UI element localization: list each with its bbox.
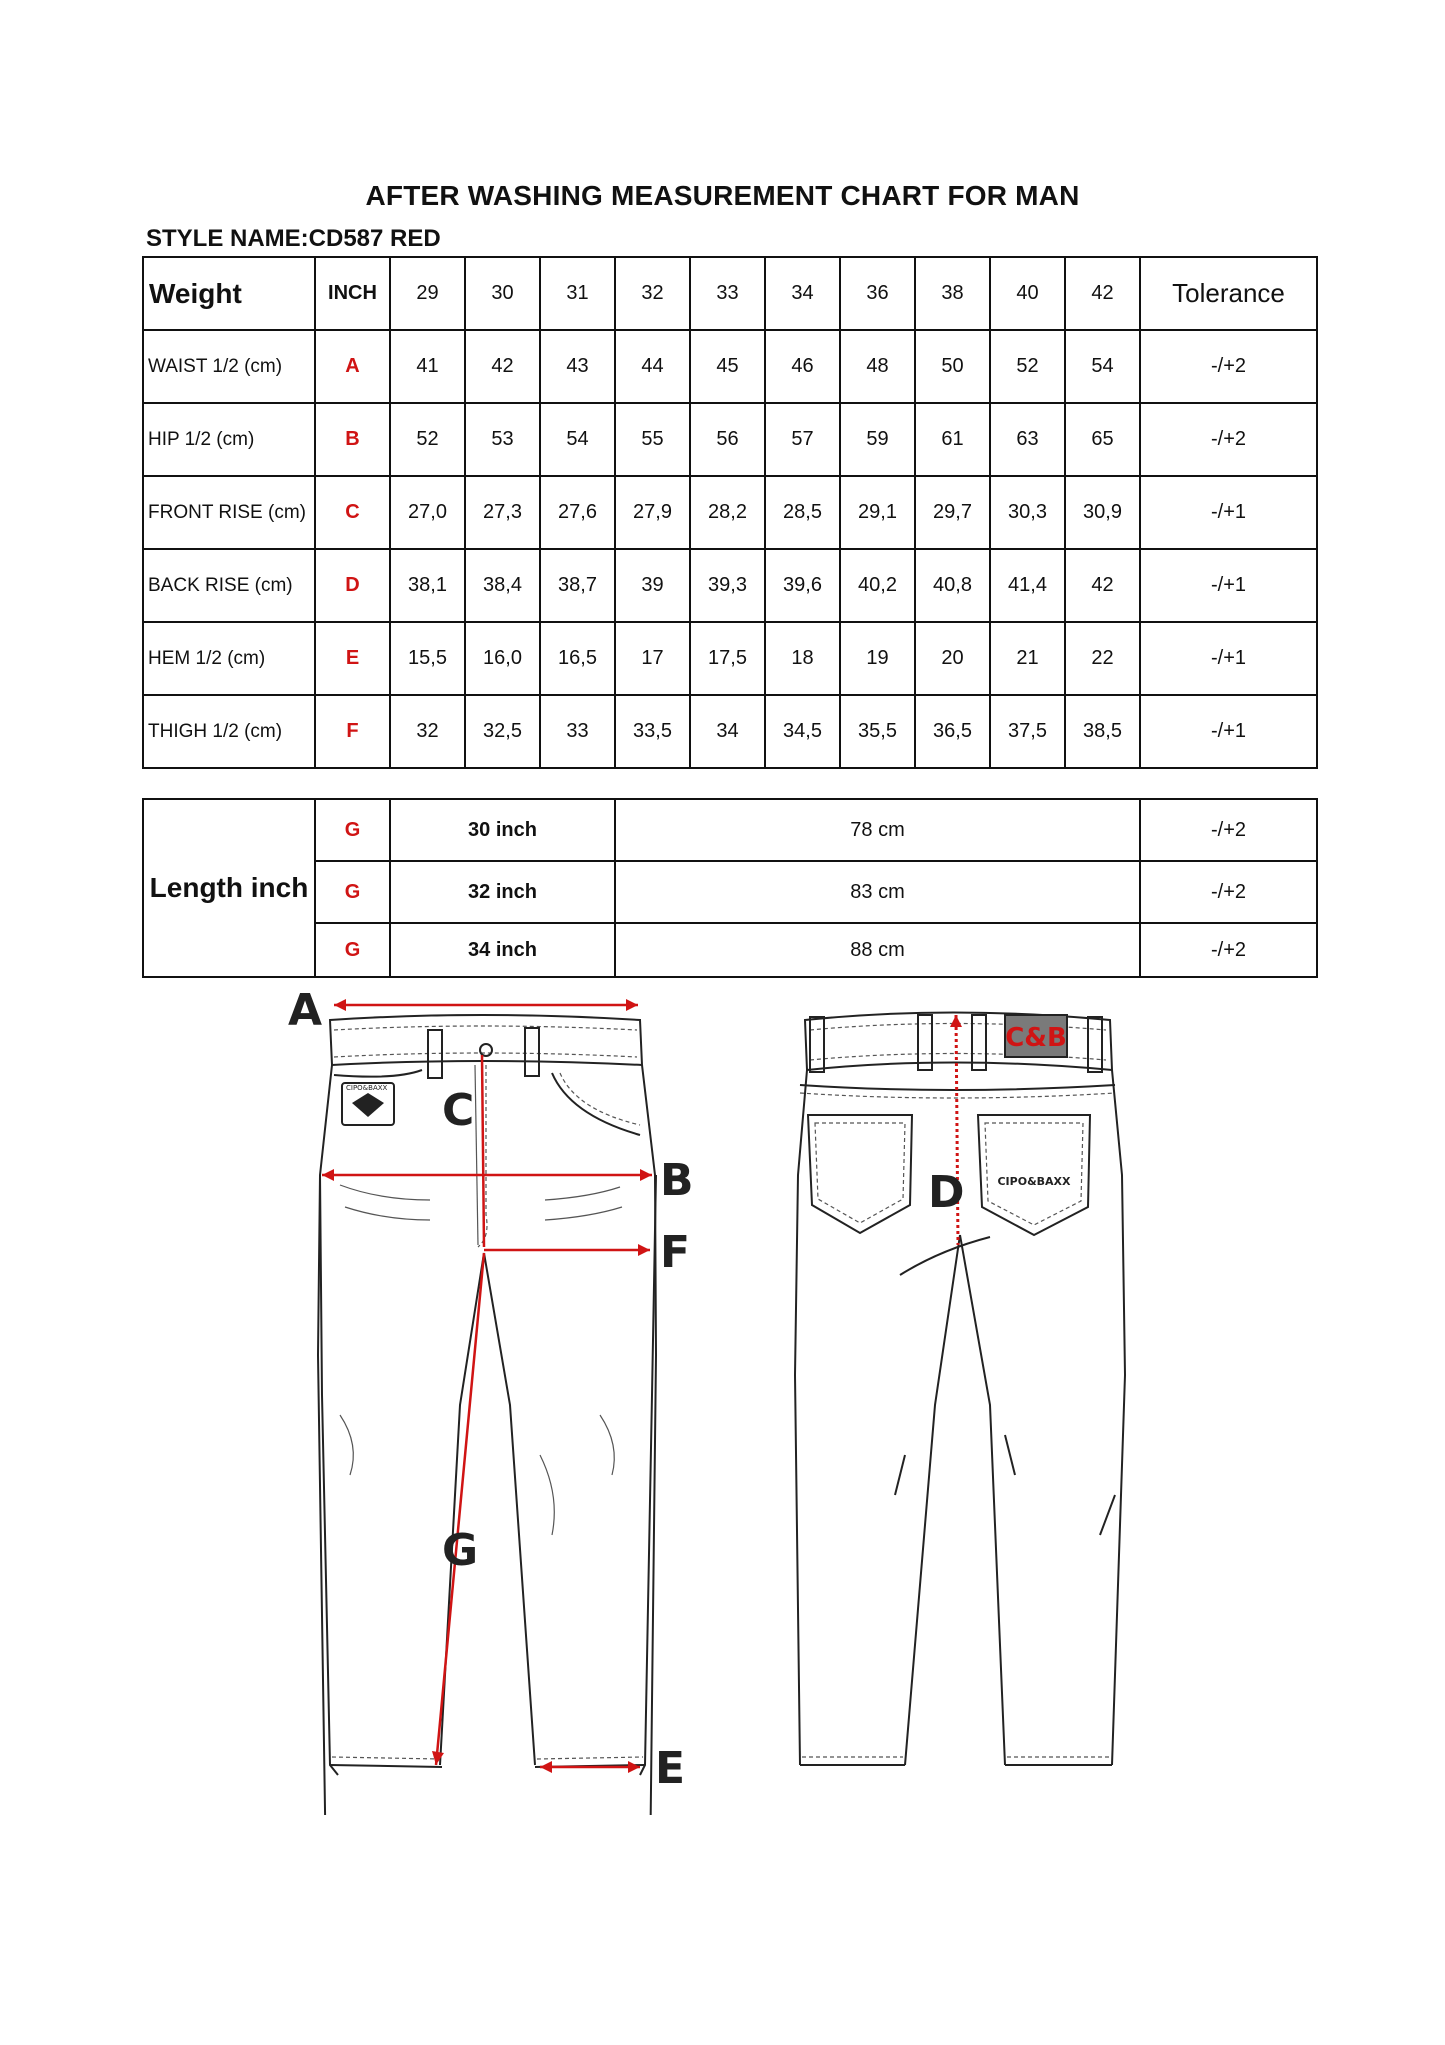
length-inch: 34 inch (390, 923, 615, 977)
measurement-label: HEM 1/2 (cm) (143, 622, 315, 695)
size-header: 40 (990, 257, 1065, 330)
back-jeans-sketch (795, 1013, 1125, 1766)
measurement-code: F (315, 695, 390, 768)
measurement-value: 36,5 (915, 695, 990, 768)
measurement-value: 52 (990, 330, 1065, 403)
measurement-value: 53 (465, 403, 540, 476)
measurement-value: 38,5 (1065, 695, 1140, 768)
measurement-value: 38,1 (390, 549, 465, 622)
measurement-value: 30,9 (1065, 476, 1140, 549)
size-header: 33 (690, 257, 765, 330)
size-header: 34 (765, 257, 840, 330)
measurement-value: 52 (390, 403, 465, 476)
style-name: STYLE NAME:CD587 RED (146, 225, 441, 252)
table-row (143, 861, 1317, 923)
front-measurement-lines (322, 999, 652, 1773)
measurement-value: 39 (615, 549, 690, 622)
length-label: Length inch (143, 799, 315, 977)
measure-letter-a: A (288, 985, 323, 1036)
measurement-value: 42 (465, 330, 540, 403)
measurement-value: 29,1 (840, 476, 915, 549)
measurement-value: 40,2 (840, 549, 915, 622)
measurement-label: THIGH 1/2 (cm) (143, 695, 315, 768)
weight-header: Weight (143, 257, 315, 330)
inch-header: INCH (315, 257, 390, 330)
measurement-value: 44 (615, 330, 690, 403)
measurement-value: 40,8 (915, 549, 990, 622)
measurement-value: 41,4 (990, 549, 1065, 622)
measurement-value: 61 (915, 403, 990, 476)
measurement-value: 32 (390, 695, 465, 768)
measurement-value: 34 (690, 695, 765, 768)
tolerance-value: -/+1 (1140, 549, 1317, 622)
measurement-value: 50 (915, 330, 990, 403)
measurement-value: 54 (1065, 330, 1140, 403)
measurement-value: 37,5 (990, 695, 1065, 768)
table-row (143, 476, 1317, 549)
measure-letter-d: D (928, 1167, 965, 1218)
measurement-value: 16,0 (465, 622, 540, 695)
measurement-label: FRONT RISE (cm) (143, 476, 315, 549)
measurement-code: E (315, 622, 390, 695)
measure-letter-e: E (655, 1743, 686, 1794)
measurement-value: 27,9 (615, 476, 690, 549)
length-table (142, 798, 1318, 978)
length-cm: 88 cm (615, 923, 1140, 977)
measure-letter-g: G (442, 1525, 479, 1576)
size-header: 32 (615, 257, 690, 330)
measurement-value: 43 (540, 330, 615, 403)
size-header: 42 (1065, 257, 1140, 330)
length-code: G (315, 923, 390, 977)
measurement-label: BACK RISE (cm) (143, 549, 315, 622)
measurement-value: 35,5 (840, 695, 915, 768)
tolerance-value: -/+2 (1140, 799, 1317, 861)
measurement-value: 65 (1065, 403, 1140, 476)
measurement-code: D (315, 549, 390, 622)
measurement-label: HIP 1/2 (cm) (143, 403, 315, 476)
measurement-value: 27,3 (465, 476, 540, 549)
measurement-value: 63 (990, 403, 1065, 476)
measurement-value: 17 (615, 622, 690, 695)
size-header: 36 (840, 257, 915, 330)
table-row (143, 799, 1317, 861)
length-inch: 32 inch (390, 861, 615, 923)
brand-patch-text: C&B (1005, 1023, 1067, 1053)
measurement-value: 54 (540, 403, 615, 476)
size-header-row (143, 257, 1317, 330)
tolerance-value: -/+1 (1140, 695, 1317, 768)
tolerance-value: -/+2 (1140, 403, 1317, 476)
measurement-value: 28,5 (765, 476, 840, 549)
measurement-value: 17,5 (690, 622, 765, 695)
measurement-value: 38,4 (465, 549, 540, 622)
table-row (143, 923, 1317, 977)
measurement-value: 41 (390, 330, 465, 403)
measurement-value: 39,3 (690, 549, 765, 622)
pocket-badge-text: CIPO&BAXX (346, 1084, 388, 1092)
measurement-value: 19 (840, 622, 915, 695)
measurement-value: 22 (1065, 622, 1140, 695)
length-cm: 83 cm (615, 861, 1140, 923)
measure-letter-b: B (660, 1155, 694, 1206)
measurement-code: A (315, 330, 390, 403)
size-header: 38 (915, 257, 990, 330)
measurement-value: 15,5 (390, 622, 465, 695)
table-row (143, 695, 1317, 768)
length-code: G (315, 799, 390, 861)
measurement-value: 57 (765, 403, 840, 476)
length-inch: 30 inch (390, 799, 615, 861)
measurement-value: 32,5 (465, 695, 540, 768)
length-cm: 78 cm (615, 799, 1140, 861)
measurement-value: 33,5 (615, 695, 690, 768)
tolerance-header: Tolerance (1140, 257, 1317, 330)
measurement-value: 16,5 (540, 622, 615, 695)
tolerance-value: -/+2 (1140, 330, 1317, 403)
tolerance-value: -/+2 (1140, 923, 1317, 977)
measurement-value: 55 (615, 403, 690, 476)
measurement-value: 30,3 (990, 476, 1065, 549)
measurement-value: 20 (915, 622, 990, 695)
tolerance-value: -/+1 (1140, 476, 1317, 549)
front-jeans-sketch (318, 1015, 656, 1815)
tolerance-value: -/+2 (1140, 861, 1317, 923)
size-header: 31 (540, 257, 615, 330)
measurement-value: 34,5 (765, 695, 840, 768)
size-measurement-table (142, 256, 1318, 769)
table-row (143, 549, 1317, 622)
measurement-value: 39,6 (765, 549, 840, 622)
measurement-label: WAIST 1/2 (cm) (143, 330, 315, 403)
table-row (143, 330, 1317, 403)
measurement-value: 42 (1065, 549, 1140, 622)
measure-letter-f: F (660, 1227, 691, 1278)
badge-logo-icon (352, 1093, 384, 1117)
measurement-value: 27,0 (390, 476, 465, 549)
measurement-value: 38,7 (540, 549, 615, 622)
length-code: G (315, 861, 390, 923)
measurement-value: 59 (840, 403, 915, 476)
table-row (143, 622, 1317, 695)
measurement-value: 21 (990, 622, 1065, 695)
table-row (143, 403, 1317, 476)
tolerance-value: -/+1 (1140, 622, 1317, 695)
chart-title: AFTER WASHING MEASUREMENT CHART FOR MAN (365, 180, 1080, 211)
back-pocket-brand-text: CIPO&BAXX (997, 1175, 1071, 1188)
measurement-value: 29,7 (915, 476, 990, 549)
measurement-value: 27,6 (540, 476, 615, 549)
measurement-value: 28,2 (690, 476, 765, 549)
measurement-code: C (315, 476, 390, 549)
measurement-value: 46 (765, 330, 840, 403)
measurement-value: 56 (690, 403, 765, 476)
measurement-value: 33 (540, 695, 615, 768)
size-header: 30 (465, 257, 540, 330)
measurement-code: B (315, 403, 390, 476)
jeans-technical-drawing (0, 975, 1445, 1815)
measure-letter-c: C (442, 1085, 475, 1136)
size-header: 29 (390, 257, 465, 330)
measurement-value: 48 (840, 330, 915, 403)
measurement-value: 45 (690, 330, 765, 403)
measurement-value: 18 (765, 622, 840, 695)
